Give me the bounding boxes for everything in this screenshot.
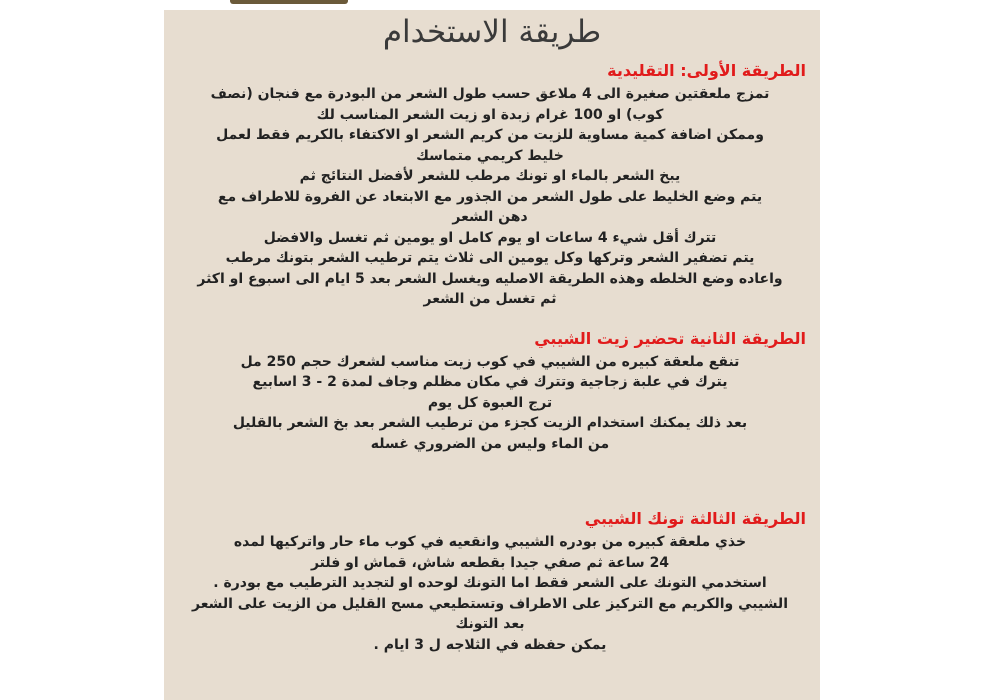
- instruction-line: بعد التونك: [455, 616, 525, 632]
- instruction-line: خذي ملعقة كبيره من بودره الشيبي وانقعيه في كوب ماء حار واتركيها لمده: [233, 534, 747, 550]
- section-tonic: [174, 508, 806, 655]
- instruction-line: تنقع ملعقة كبيره من الشيبي في كوب زيت مناسب لشعرك حجم 250 مل: [240, 353, 740, 370]
- instruction-line: ترج العبوة كل يوم: [427, 394, 553, 411]
- instruction-line: 24 ساعة ثم صفي جيدا بقطعه شاش، قماش او فلتر: [310, 554, 670, 571]
- instruction-line: من الماء وليس من الضروري غسله: [370, 435, 610, 452]
- instruction-line: واعاده وضع الخلطه وهذه الطريقة الاصليه ويغسل الشعر بعد 5 ايام الى اسبوع او اكثر: [197, 270, 783, 287]
- instruction-line: يمكن حفظه في الثلاجه ل 3 ايام .: [373, 636, 607, 653]
- instructions-content: [174, 60, 806, 655]
- instruction-line: يتم وضع الخليط على طول الشعر من الجذور مع الابتعاد عن الفروة للاطراف مع: [217, 188, 763, 205]
- instruction-line: ثم تغسل من الشعر: [423, 291, 557, 307]
- instructions-card: [164, 10, 820, 700]
- section-spacer: [174, 310, 806, 328]
- section-spacer: [174, 454, 806, 508]
- instruction-line: تترك أقل شيء 4 ساعات او يوم كامل او يومين ثم تغسل والافضل: [263, 229, 717, 246]
- section-heading: الطريقة الثالثة تونك الشيبي: [584, 509, 806, 528]
- section-oil-preparation: [174, 328, 806, 455]
- instruction-line: خليط كريمي متماسك: [416, 147, 564, 164]
- instruction-line: يترك في علبة زجاجية وتترك في مكان مظلم وجاف لمدة 2 - 3 اسابيع: [252, 374, 728, 390]
- instruction-line: يبخ الشعر بالماء او تونك مرطب للشعر لأفضل النتائج ثم: [299, 168, 681, 184]
- instruction-line: استخدمي التونك على الشعر فقط اما التونك لوحده او لتجديد الترطيب مع بودرة .: [213, 575, 767, 591]
- instruction-line: تمزج ملعقتين صغيرة الى 4 ملاعق حسب طول الشعر من البودرة مع فنجان (نصف: [210, 86, 770, 102]
- instruction-line: يتم تضفير الشعر وتركها وكل يومين الى ثلاث يتم ترطيب الشعر بتونك مرطب: [225, 250, 755, 266]
- top-tab-decoration: [230, 0, 348, 4]
- section-traditional: [174, 60, 806, 310]
- instruction-line: وممكن اضافة كمية مساوية للزيت من كريم الشعر او الاكتفاء بالكريم فقط لعمل: [216, 127, 764, 143]
- section-heading: الطريقة الثانية تحضير زيت الشيبي: [534, 328, 806, 348]
- instruction-line: دهن الشعر: [452, 209, 528, 225]
- instruction-line: كوب) او 100 غرام زبدة او زيت الشعر المناسب لك: [316, 106, 664, 123]
- instruction-line: الشيبي والكريم مع التركيز على الاطراف وتستطيعي مسح القليل من الزيت على الشعر: [192, 595, 788, 612]
- section-heading: الطريقة الأولى: التقليدية: [607, 61, 806, 80]
- instruction-line: بعد ذلك يمكنك استخدام الزيت كجزء من ترطيب الشعر بعد بخ الشعر بالقليل: [232, 415, 748, 431]
- page-title: طريقة الاستخدام: [382, 14, 602, 50]
